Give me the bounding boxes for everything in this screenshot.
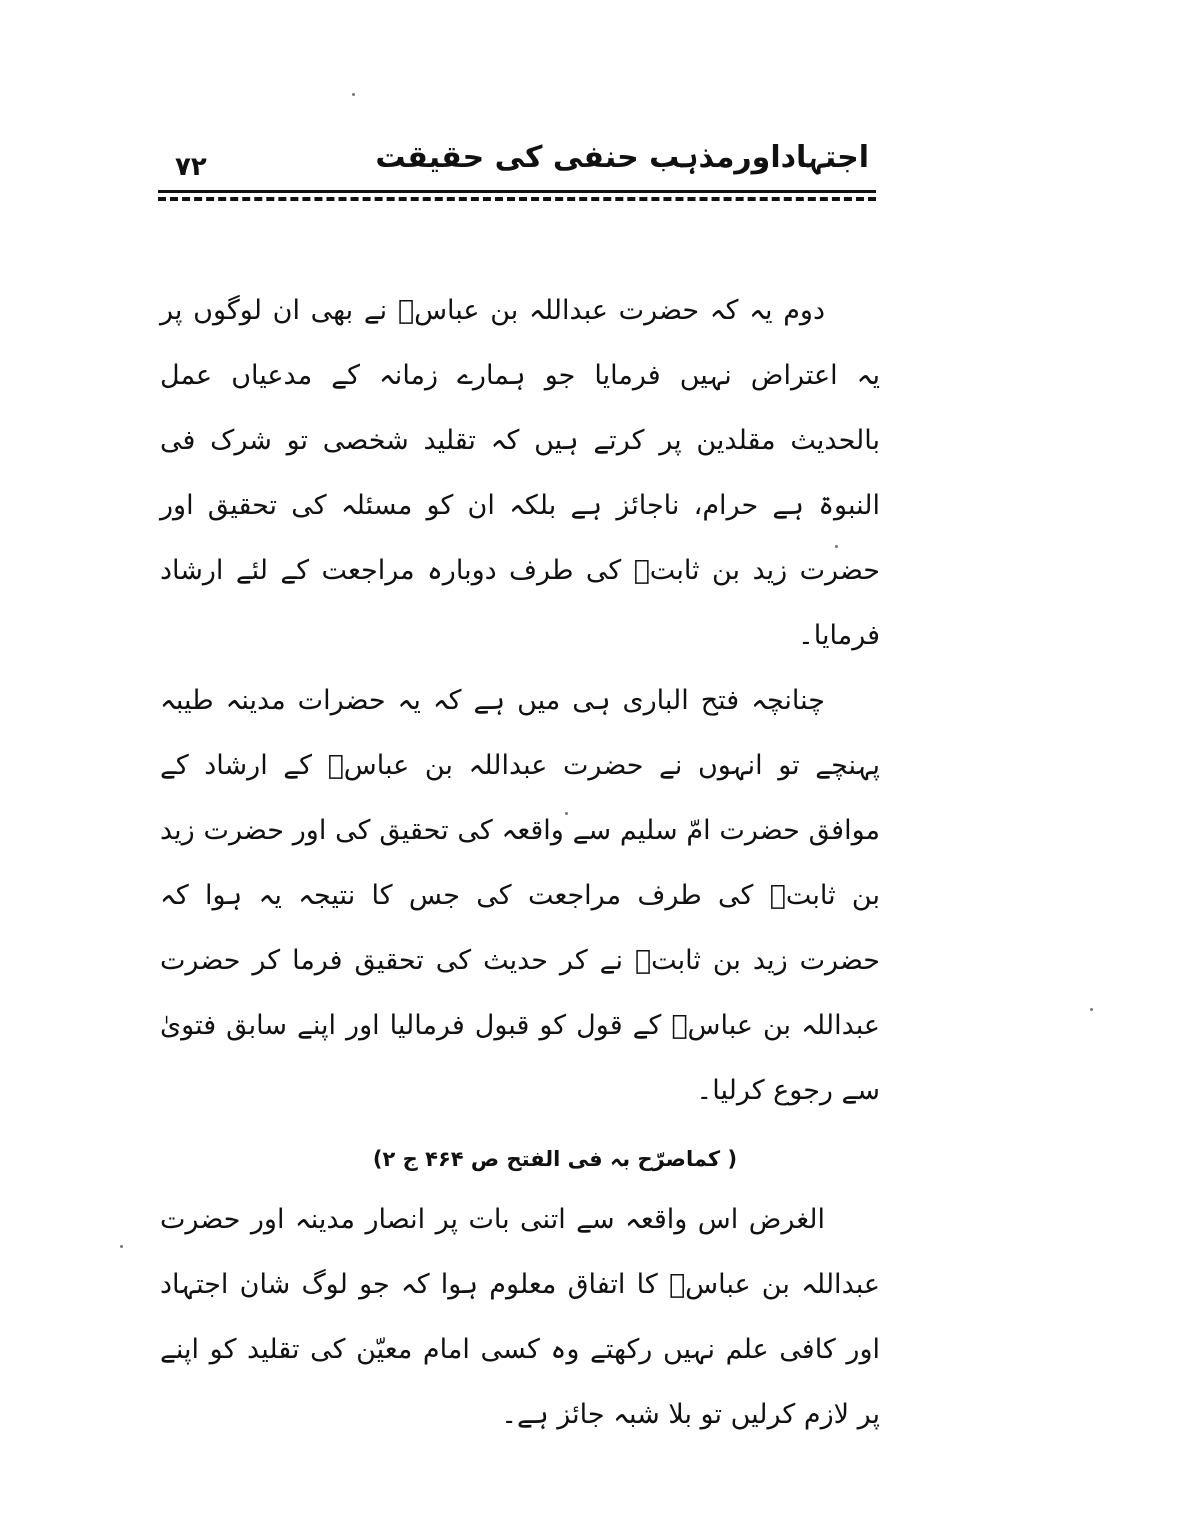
scan-speck (565, 812, 568, 815)
paragraph-1: دوم یہ کہ حضرت عبداللہ بن عباسؓ نے بھی ان لوگوں پر یہ اعتراض نہیں فرمایا جو ہمارے زمانہ کے مدعیاں عمل بالحدیث مقلدین پر کرتے ہیں کہ تقلید شخصی تو شرک فی النبوۃ ہے حرام، ناجائز ہے بلکہ ان کو مسئلہ کی تحقیق اور حضرت زید بن ثابتؓ کی طرف دوبارہ مراجعت کے لئے ارشاد فرمایا۔ (160, 295, 880, 651)
body-text (160, 278, 880, 1447)
header-rule-dashed (158, 197, 876, 201)
paragraph-3: الغرض اس واقعہ سے اتنی بات پر انصار مدینہ اور حضرت عبداللہ بن عباسؓ کا اتفاق معلوم ہوا کہ جو لوگ شان اجتہاد اور کافی علم نہیں رکھتے وہ کسی امام معیّن کی تقلید کو اپنے پر لازم کرلیں تو بلا شبہ جائز ہے۔ (160, 1204, 880, 1430)
scan-speck (1090, 1008, 1093, 1011)
page-number: ۷۲ (175, 152, 207, 182)
scan-speck (120, 1245, 123, 1248)
running-title: اجتہاداورمذہب حنفی کی حقیقت (375, 140, 869, 175)
header-rule (158, 190, 876, 193)
scan-speck (835, 545, 838, 548)
paragraph-2: چنانچہ فتح الباری ہی میں ہے کہ یہ حضرات مدینہ طیبہ پہنچے تو انہوں نے حضرت عبداللہ بن عباسؓ کے ارشاد کے موافق حضرت امّ سلیم سے واقعہ کی تحقیق کی اور حضرت زید بن ثابتؓ کی طرف مراجعت کی جس کا نتیجہ یہ ہوا کہ حضرت زید بن ثابتؓ نے کر حدیث کی تحقیق فرما کر حضرت عبداللہ بن عباسؓ کے قول کو قبول فرمالیا اور اپنے سابق فتویٰ سے رجوع کرلیا۔ (160, 685, 880, 1106)
citation: ( کماصرّح بہ فی الفتح ص ۴۶۴ ج ۲) (372, 1147, 738, 1171)
scan-speck (352, 93, 355, 96)
